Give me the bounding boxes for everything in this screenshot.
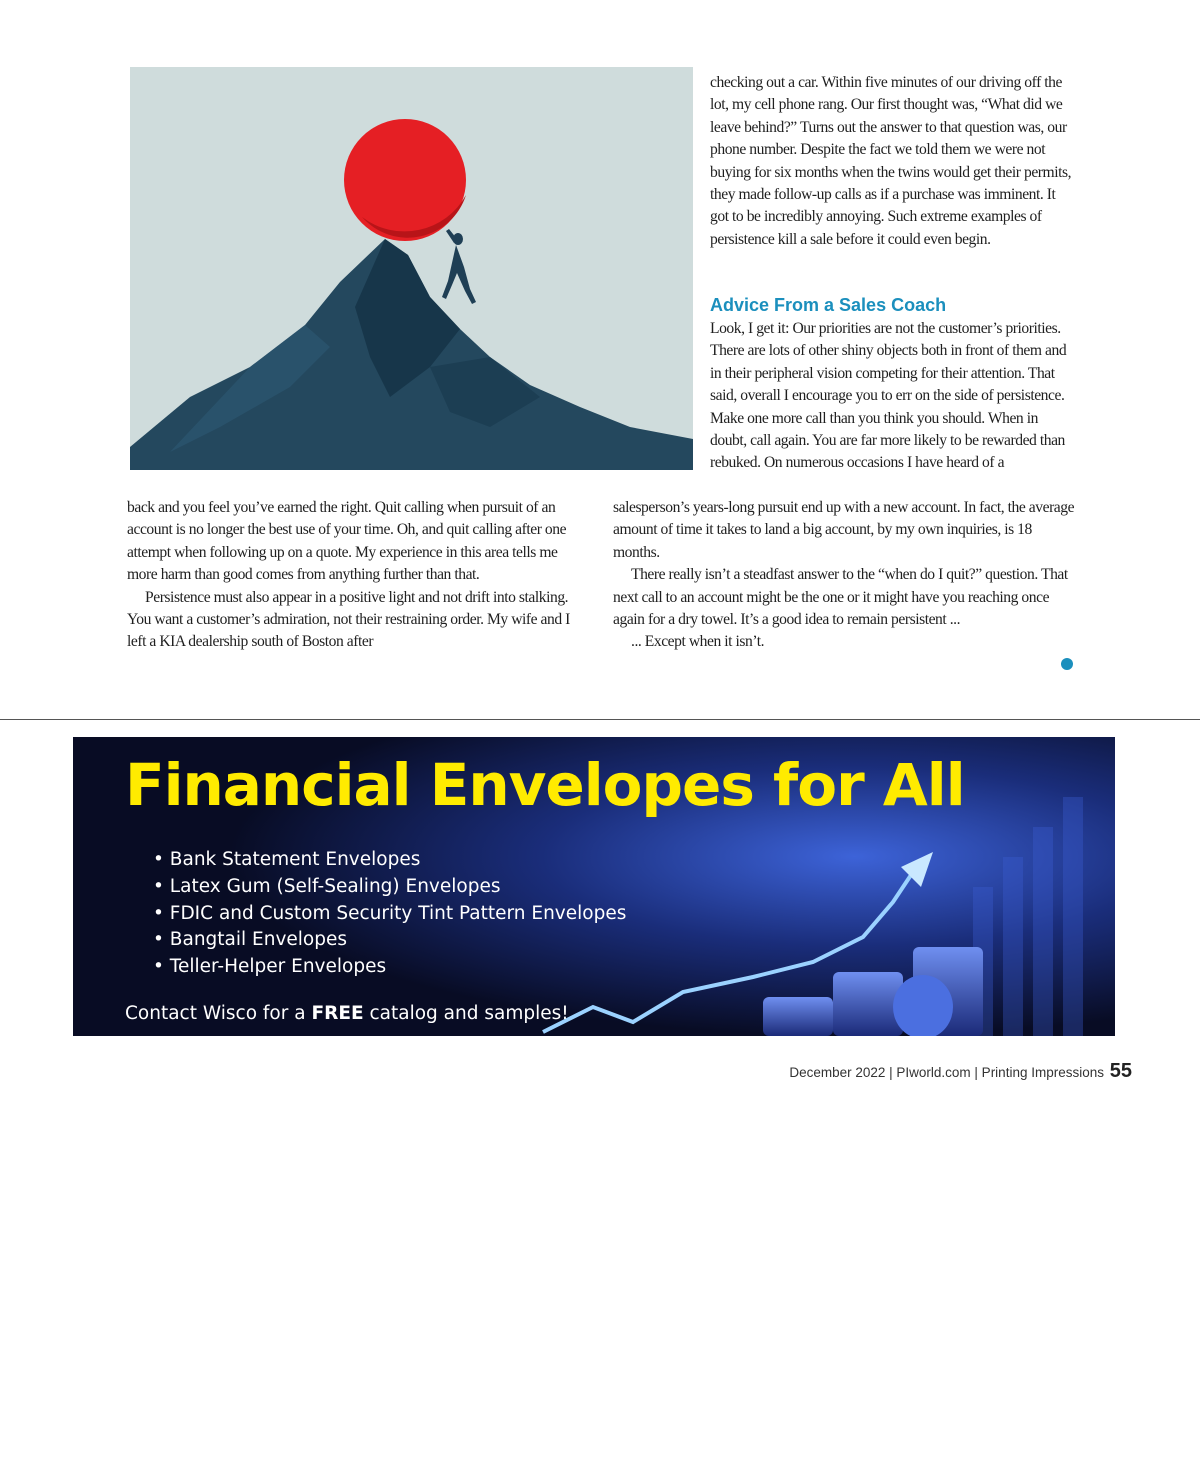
section-heading: Advice From a Sales Coach	[710, 295, 947, 315]
article-paragraph: Persistence must also appear in a positive light and not drift into stalking. You want a customer’s admiration, not their restraining order. My wife and I left a KIA dealership south of Boston after	[127, 588, 570, 651]
ad-product-item: • Latex Gum (Self-Sealing) Envelopes	[153, 874, 626, 901]
ad-product-item: • Teller-Helper Envelopes	[153, 954, 626, 981]
boulder-mountain-illustration	[130, 67, 693, 470]
ad-product-item: • FDIC and Custom Security Tint Pattern Envelopes	[153, 901, 626, 928]
ad-product-item: • Bank Statement Envelopes	[153, 847, 626, 874]
footer-publication: December 2022 | PIworld.com | Printing Impressions	[789, 1065, 1104, 1080]
article-paragraph: There really isn’t a steadfast answer to the “when do I quit?” question. That next call to an account might be the one or it might have you reaching once again for a dry towel. It’s a good idea to remain persistent ...	[613, 566, 1068, 629]
ad-headline: Financial Envelopes for All	[125, 751, 965, 819]
ad-contact-pre: Contact Wisco for a	[125, 1003, 312, 1024]
article-paragraph: checking out a car. Within five minutes of our driving off the lot, my cell phone rang. Our first thought was, “What did we leave behind?” Turns out the answer to that question was, our phone number. Despite the fact we told them we were not buying for six months when the twins would get their permits, they made follow-up calls as if a purchase was imminent. It got to be incredibly annoying. Such extreme examples of persistence kill a sale before it could even begin.	[710, 74, 1072, 248]
ad-contact-post: catalog and samples!	[363, 1003, 569, 1024]
article-paragraph: salesperson’s years-long pursuit end up with a new account. In fact, the average amount of time it takes to land a big account, by my own inquiries, is 18 months.	[613, 499, 1075, 561]
ad-contact-line	[125, 1003, 569, 1024]
article-paragraph: ... Except when it isn’t.	[631, 633, 765, 651]
article-column-left	[127, 497, 587, 654]
ad-product-item: • Bangtail Envelopes	[153, 927, 626, 954]
article-column-right-bottom	[613, 497, 1075, 654]
end-of-article-dot-icon	[1061, 658, 1073, 670]
ad-product-list	[153, 847, 626, 981]
article-column-right-top	[710, 72, 1072, 251]
ad-contact-free: FREE	[311, 1003, 364, 1024]
article-column-right-mid	[710, 318, 1074, 475]
coin-icon	[893, 975, 953, 1036]
article-paragraph: back and you feel you’ve earned the right. Quit calling when pursuit of an account is no longer the best use of your time. Oh, and quit calling after one attempt when following up on a quote. My experience in this area tells me more harm than good comes from anything further than that.	[127, 499, 567, 584]
page-divider	[0, 719, 1200, 720]
wisco-advertisement	[73, 737, 1115, 1036]
page-footer	[789, 1060, 1132, 1083]
article-paragraph: Look, I get it: Our priorities are not the customer’s priorities. There are lots of other shiny objects both in front of them and in their peripheral vision competing for their attention. That said, overall I encourage you to err on the side of persistence. Make one more call than you think you should. When in doubt, call again. You are far more likely to be rewarded than rebuked. On numerous occasions I have heard of a	[710, 320, 1067, 472]
page-number: 55	[1109, 1060, 1132, 1082]
